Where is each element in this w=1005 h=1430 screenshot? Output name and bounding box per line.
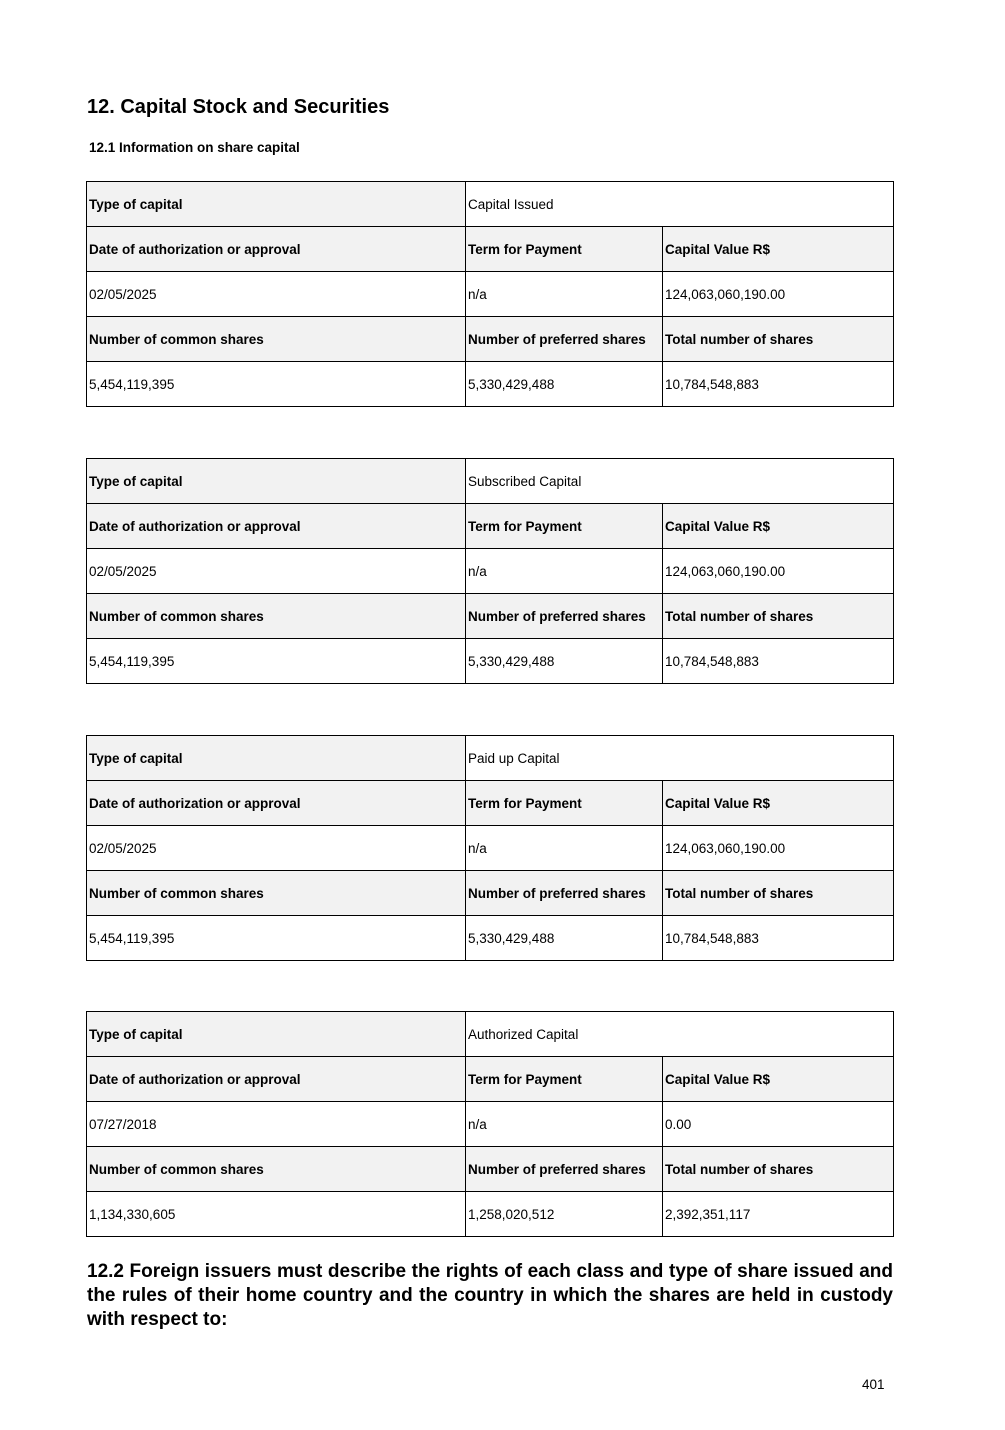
type-of-capital-value: Authorized Capital (466, 1012, 894, 1057)
capital-value-label: Capital Value R$ (663, 227, 894, 272)
table-row (87, 362, 894, 407)
preferred-shares-label: Number of preferred shares (466, 594, 663, 639)
table-row (87, 182, 894, 227)
preferred-shares-label: Number of preferred shares (466, 871, 663, 916)
table-row (87, 736, 894, 781)
term-for-payment-value: n/a (466, 826, 663, 871)
table-row (87, 639, 894, 684)
table-row (87, 227, 894, 272)
capital-table-subscribed (86, 458, 894, 684)
table-row (87, 1057, 894, 1102)
date-of-authorization-value: 02/05/2025 (87, 272, 466, 317)
section-subtitle: 12.1 Information on share capital (89, 140, 300, 155)
capital-table-authorized (86, 1011, 894, 1237)
capital-value-value: 0.00 (663, 1102, 894, 1147)
date-of-authorization-label: Date of authorization or approval (87, 504, 466, 549)
type-of-capital-value: Subscribed Capital (466, 459, 894, 504)
table-row (87, 459, 894, 504)
preferred-shares-value: 1,258,020,512 (466, 1192, 663, 1237)
term-for-payment-label: Term for Payment (466, 781, 663, 826)
term-for-payment-value: n/a (466, 272, 663, 317)
date-of-authorization-value: 02/05/2025 (87, 826, 466, 871)
table-row (87, 826, 894, 871)
table-row (87, 1102, 894, 1147)
preferred-shares-label: Number of preferred shares (466, 1147, 663, 1192)
capital-table-paid-up (86, 735, 894, 961)
table-row (87, 1012, 894, 1057)
type-of-capital-label: Type of capital (87, 1012, 466, 1057)
capital-value-label: Capital Value R$ (663, 1057, 894, 1102)
common-shares-label: Number of common shares (87, 594, 466, 639)
foreign-issuers-heading: 12.2 Foreign issuers must describe the rights of each class and type of share issued and the rules of their home country and the country in which the shares are held in custody with respect to: (87, 1261, 893, 1330)
date-of-authorization-value: 07/27/2018 (87, 1102, 466, 1147)
table-row (87, 1147, 894, 1192)
table-row (87, 504, 894, 549)
common-shares-value: 5,454,119,395 (87, 362, 466, 407)
type-of-capital-label: Type of capital (87, 182, 466, 227)
table-row (87, 871, 894, 916)
term-for-payment-label: Term for Payment (466, 227, 663, 272)
capital-value-value: 124,063,060,190.00 (663, 549, 894, 594)
term-for-payment-label: Term for Payment (466, 504, 663, 549)
date-of-authorization-label: Date of authorization or approval (87, 781, 466, 826)
term-for-payment-value: n/a (466, 549, 663, 594)
capital-value-label: Capital Value R$ (663, 504, 894, 549)
capital-value-value: 124,063,060,190.00 (663, 272, 894, 317)
type-of-capital-value: Paid up Capital (466, 736, 894, 781)
common-shares-value: 1,134,330,605 (87, 1192, 466, 1237)
table-row (87, 1192, 894, 1237)
date-of-authorization-label: Date of authorization or approval (87, 227, 466, 272)
table-row (87, 317, 894, 362)
total-shares-label: Total number of shares (663, 594, 894, 639)
type-of-capital-label: Type of capital (87, 459, 466, 504)
capital-value-label: Capital Value R$ (663, 781, 894, 826)
total-shares-value: 10,784,548,883 (663, 362, 894, 407)
common-shares-label: Number of common shares (87, 317, 466, 362)
date-of-authorization-value: 02/05/2025 (87, 549, 466, 594)
total-shares-value: 2,392,351,117 (663, 1192, 894, 1237)
date-of-authorization-label: Date of authorization or approval (87, 1057, 466, 1102)
type-of-capital-label: Type of capital (87, 736, 466, 781)
table-row (87, 272, 894, 317)
total-shares-label: Total number of shares (663, 871, 894, 916)
total-shares-label: Total number of shares (663, 1147, 894, 1192)
common-shares-label: Number of common shares (87, 871, 466, 916)
page-title: 12. Capital Stock and Securities (87, 96, 390, 118)
common-shares-value: 5,454,119,395 (87, 916, 466, 961)
capital-table-issued (86, 181, 894, 407)
preferred-shares-value: 5,330,429,488 (466, 639, 663, 684)
common-shares-label: Number of common shares (87, 1147, 466, 1192)
total-shares-value: 10,784,548,883 (663, 639, 894, 684)
term-for-payment-label: Term for Payment (466, 1057, 663, 1102)
preferred-shares-label: Number of preferred shares (466, 317, 663, 362)
type-of-capital-value: Capital Issued (466, 182, 894, 227)
total-shares-value: 10,784,548,883 (663, 916, 894, 961)
preferred-shares-value: 5,330,429,488 (466, 916, 663, 961)
table-row (87, 781, 894, 826)
table-row (87, 916, 894, 961)
common-shares-value: 5,454,119,395 (87, 639, 466, 684)
preferred-shares-value: 5,330,429,488 (466, 362, 663, 407)
table-row (87, 549, 894, 594)
term-for-payment-value: n/a (466, 1102, 663, 1147)
table-row (87, 594, 894, 639)
capital-value-value: 124,063,060,190.00 (663, 826, 894, 871)
total-shares-label: Total number of shares (663, 317, 894, 362)
page-number: 401 (862, 1377, 885, 1392)
